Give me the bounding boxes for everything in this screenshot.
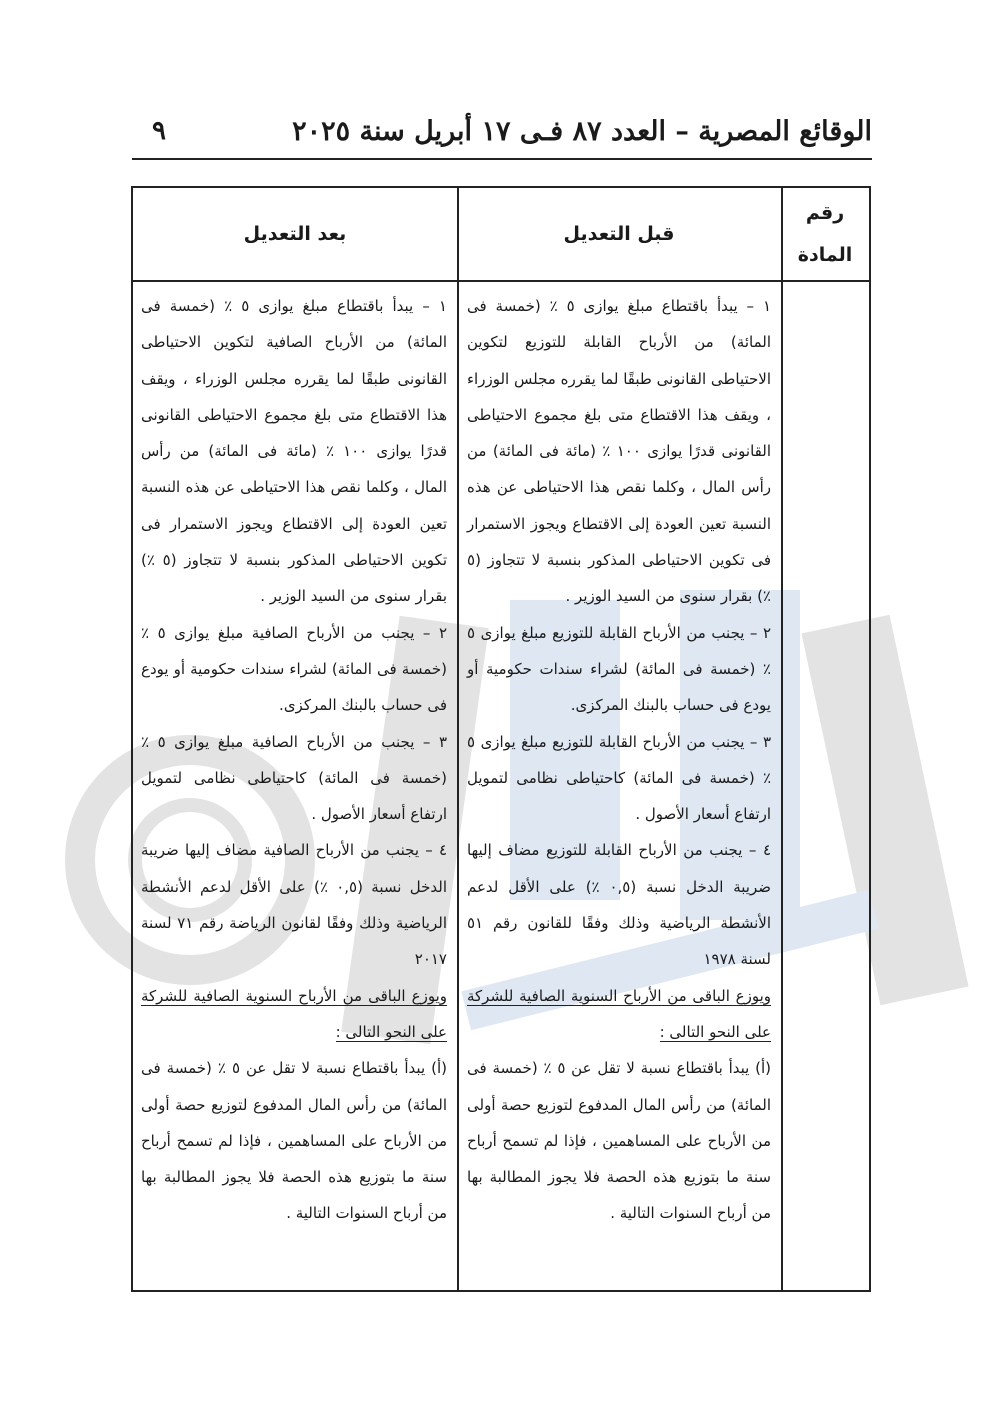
header-after-amendment: بعد التعديل (243, 223, 347, 245)
before-clause-a: (أ) يبدأ باقتطاع نسبة لا تقل عن ٥ ٪ (خمسة فى المائة) من رأس المال المدفوع لتوزيع حصة أولى من الأرباح على المساهمين ، فإذا لم تسمح أرباح سنة ما بتوزيع هذه الحصة فلا يجوز المطالبة بها من أرباح السنوات التالية . (467, 1059, 771, 1223)
before-clause-1: ١ – يبدأ باقتطاع مبلغ يوازى ٥ ٪ (خمسة فى المائة) من الأرباح القابلة للتوزيع لتكوين الاحتياطى القانونى طبقًا لما يقرره مجلس الوزراء ، ويقف هذا الاقتطاع متى بلغ مجموع الاحتياطى القانونى قدرًا يوازى ١٠٠ ٪ (مائة فى المائة) من رأس المال ، وكلما نقص هذا الاحتياطى عن هذه النسبة تعين العودة إلى الاقتطاع ويجوز الاستمرار فى تكوين الاحتياطى المذكور بنسبة لا تتجاوز (٥ ٪) بقرار سنوى من السيد الوزير . (467, 297, 771, 606)
amendment-table (131, 186, 871, 1292)
header-article-number-line1: رقم (805, 202, 845, 224)
header-article-number-line2: المادة (797, 244, 853, 266)
page-header (132, 112, 872, 160)
before-clause-2: ٢ – يجنب من الأرباح القابلة للتوزيع مبلغ يوازى ٥ ٪ (خمسة فى المائة) لشراء سندات حكومية أو يودع فى حساب بالبنك المركزى. (467, 623, 771, 715)
after-clause-2: ٢ – يجنب من الأرباح الصافية مبلغ يوازى ٥ ٪ (خمسة فى المائة) لشراء سندات حكومية أو يودع فى حساب بالبنك المركزى. (141, 623, 448, 715)
after-distribution-intro-text: ويوزع الباقى من الأرباح السنوية الصافية للشركة على النحو التالى : (141, 986, 447, 1041)
header-before-amendment: قبل التعديل (563, 223, 675, 245)
header-divider (133, 280, 869, 282)
column-divider-right (781, 188, 783, 1290)
after-amendment-column (133, 288, 457, 1232)
after-clause-3: ٣ – يجنب من الأرباح الصافية مبلغ يوازى ٥ ٪ (خمسة فى المائة) كاحتياطى نظامى لتمويل ارتفاع أسعار الأصول . (141, 732, 448, 824)
before-distribution-intro-text: ويوزع الباقى من الأرباح السنوية الصافية للشركة على النحو التالى : (467, 986, 771, 1041)
before-distribution-intro (467, 978, 771, 1051)
after-distribution-intro (141, 978, 447, 1051)
page-number: ٩ (152, 116, 166, 146)
before-amendment-column (459, 288, 781, 1232)
header-article-number (781, 188, 869, 280)
gazette-title: الوقائع المصرية – العدد ٨٧ فـى ١٧ أبريل سنة ٢٠٢٥ (292, 116, 872, 147)
after-clause-a: (أ) يبدأ باقتطاع نسبة لا تقل عن ٥ ٪ (خمسة فى المائة) من رأس المال المدفوع لتوزيع حصة أولى من الأرباح على المساهمين ، فإذا لم تسمح أرباح سنة ما بتوزيع هذه الحصة فلا يجوز المطالبة بها من أرباح السنوات التالية . (141, 1059, 447, 1223)
before-clause-3: ٣ – يجنب من الأرباح القابلة للتوزيع مبلغ يوازى ٥ ٪ (خمسة فى المائة) كاحتياطى نظامى لتمويل ارتفاع أسعار الأصول . (467, 732, 771, 824)
after-clause-1: ١ – يبدأ باقتطاع مبلغ يوازى ٥ ٪ (خمسة فى المائة) من الأرباح الصافية لتكوين الاحتياطى القانونى طبقًا لما يقرره مجلس الوزراء ، ويقف هذا الاقتطاع متى بلغ مجموع الاحتياطى القانونى قدرًا يوازى ١٠٠ ٪ (مائة فى المائة) من رأس المال ، وكلما نقص هذا الاحتياطى عن هذه النسبة تعين العودة إلى الاقتطاع ويجوز الاستمرار فى تكوين الاحتياطى المذكور بنسبة لا تتجاوز (٥ ٪) بقرار سنوى من السيد الوزير . (141, 297, 447, 606)
before-clause-4: ٤ – يجنب من الأرباح القابلة للتوزيع مضاف إليها ضريبة الدخل نسبة (٠,٥ ٪) على الأقل لدعم الأنشطة الرياضية وذلك وفقًا للقانون رقم ٥١ لسنة ١٩٧٨ (467, 841, 771, 969)
after-clause-4: ٤ – يجنب من الأرباح الصافية مضاف إليها ضريبة الدخل نسبة (٠,٥ ٪) على الأقل لدعم الأنشطة الرياضية وذلك وفقًا لقانون الرياضة رقم ٧١ لسنة ٢٠١٧ (141, 841, 448, 969)
